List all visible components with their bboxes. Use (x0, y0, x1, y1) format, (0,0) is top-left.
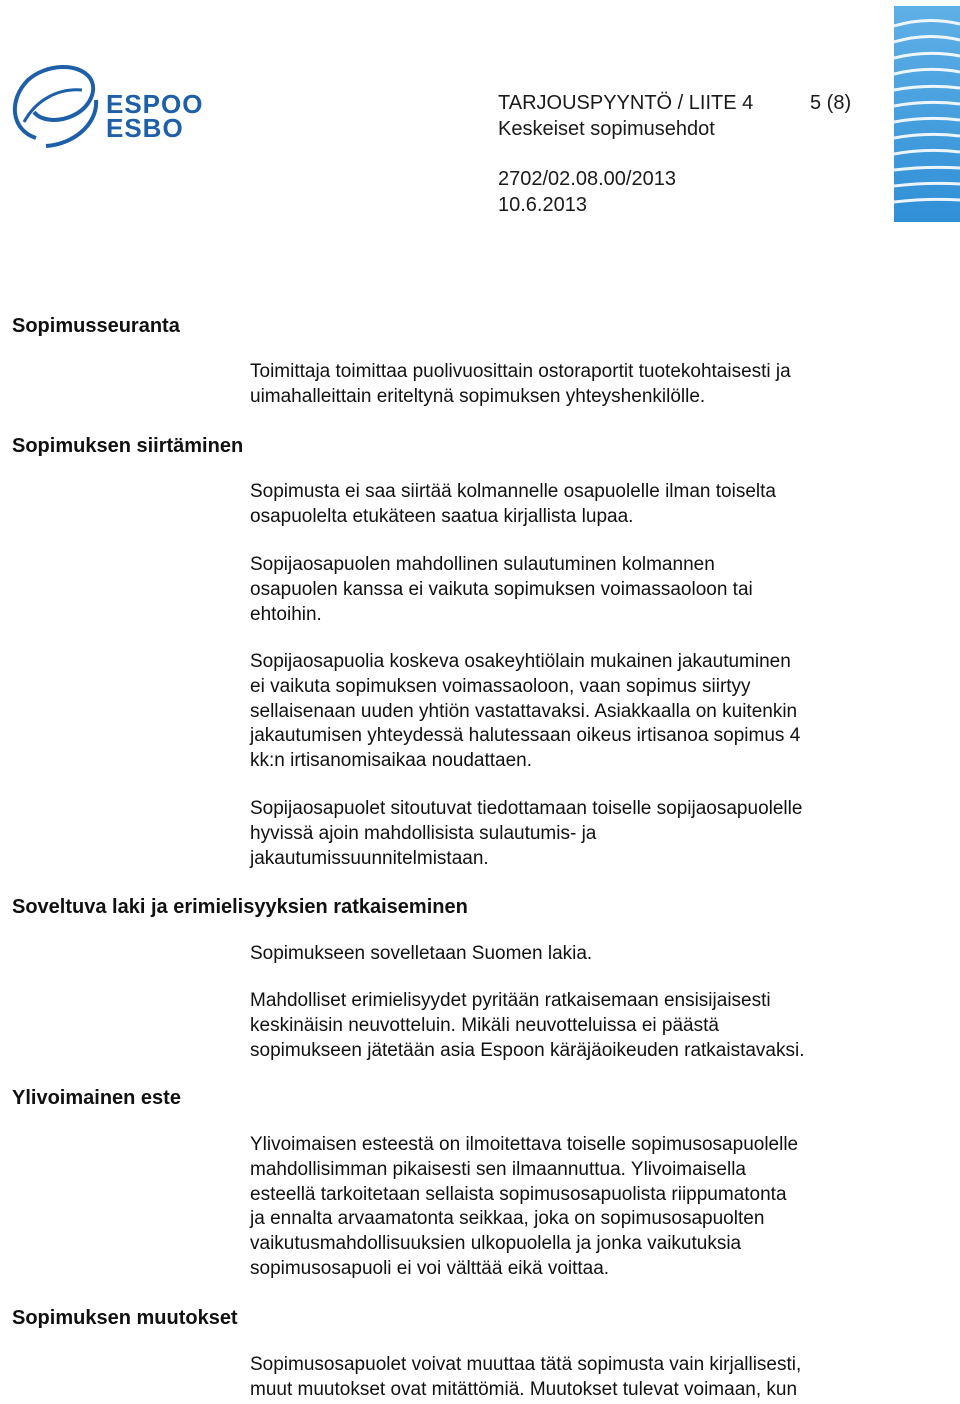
paragraph-sopimusseuranta (250, 360, 920, 410)
document-number: 2702/02.08.00/2013 (498, 168, 676, 190)
paragraph-laki-2 (250, 989, 920, 1063)
logo-name-fi: ESPOO (106, 89, 204, 119)
document-title: TARJOUSPYYNTÖ / LIITE 4 (498, 92, 754, 114)
wave-pattern-icon (894, 6, 960, 222)
text-line: Sopijaosapuolet sitoutuvat tiedottamaan toiselle sopijaosapuolelle (250, 798, 803, 819)
text-line: Sopimusosapuolet voivat muuttaa tätä sopimusta vain kirjallisesti, (250, 1354, 802, 1375)
page-number: 5 (8) (810, 92, 852, 114)
text-line: Toimittaja toimittaa puolivuosittain ostoraportit tuotekohtaisesti ja (250, 361, 791, 382)
heading-sopimusseuranta: Sopimusseuranta (12, 315, 180, 337)
text-line: mahdollisimman pikaisesti sen ilmaannuttua. Ylivoimaisella (250, 1158, 746, 1180)
text-line: hyvissä ajoin mahdollisista sulautumis- ja (250, 822, 597, 844)
text-line: vaikutusmahdollisuuksien ulkopuolella ja jonka vaikutuksia (250, 1233, 742, 1255)
document-subtitle: Keskeiset sopimusehdot (498, 118, 715, 140)
text-line: osapuolen kanssa ei vaikuta sopimuksen voimassaoloon tai (250, 578, 753, 600)
text-line: sopimusosapuoli ei voi välttää eikä voittaa. (250, 1257, 610, 1279)
paragraph-siirtaminen-4 (250, 797, 920, 871)
paragraph-siirtaminen-2 (250, 553, 920, 627)
heading-muutokset: Sopimuksen muutokset (12, 1307, 238, 1329)
paragraph-ylivoimainen (250, 1133, 920, 1282)
text-line: muut muutokset ovat mitättömiä. Muutokset tulevat voimaan, kun (250, 1378, 798, 1400)
text-line: Mahdolliset erimielisyydet pyritään ratkaisemaan ensisijaisesti (250, 990, 771, 1011)
text-line: sellaisenaan uuden yhtiön vastattavaksi. Asiakkaalla on kuitenkin (250, 700, 798, 722)
text-line: Sopijaosapuolia koskeva osakeyhtiölain mukainen jakautuminen (250, 651, 791, 672)
text-line: jakautumisen yhteydessä halutessaan oikeus irtisanoa sopimus 4 (250, 725, 801, 747)
text-line: uimahalleittain eriteltynä sopimuksen yhteyshenkilölle. (250, 385, 706, 407)
logo-name-sv: ESBO (106, 113, 184, 143)
text-line: ja ennalta arvaamatonta seikkaa, joka on sopimusosapuolten (250, 1208, 765, 1230)
text-line: Ylivoimaisen esteestä on ilmoitettava toiselle sopimusosapuolelle (250, 1134, 799, 1155)
text-line: keskinäisin neuvotteluin. Mikäli neuvotteluissa ei päästä (250, 1014, 719, 1036)
decorative-wave-pattern (894, 6, 960, 222)
text-line: sopimukseen jätetään asia Espoon käräjäoikeuden ratkaistavaksi. (250, 1039, 805, 1061)
paragraph-siirtaminen-1 (250, 480, 920, 530)
heading-siirtaminen: Sopimuksen siirtäminen (12, 435, 244, 457)
heading-soveltuva-laki: Soveltuva laki ja erimielisyyksien ratkaiseminen (12, 896, 468, 918)
text-line: Sopijaosapuolen mahdollinen sulautuminen kolmannen (250, 554, 715, 575)
text-line: ehtoihin. (250, 603, 322, 625)
text-line: ei vaikuta sopimuksen voimassaoloon, vaan sopimus siirtyy (250, 675, 751, 697)
text-line: kk:n irtisanomisaikaa noudattaen. (250, 750, 532, 772)
text-line: Sopimukseen sovelletaan Suomen lakia. (250, 943, 593, 964)
text-line: esteellä tarkoitetaan sellaista sopimusosapuolista riippumatonta (250, 1183, 787, 1205)
paragraph-laki-1 (250, 942, 920, 967)
text-line: jakautumissuunnitelmistaan. (250, 847, 489, 869)
text-line: Sopimusta ei saa siirtää kolmannelle osapuolelle ilman toiselta (250, 481, 776, 502)
document-date: 10.6.2013 (498, 194, 587, 216)
paragraph-muutokset (250, 1353, 920, 1403)
text-line: osapuolelta etukäteen saatua kirjallista lupaa. (250, 505, 634, 527)
heading-ylivoimainen-este: Ylivoimainen este (12, 1087, 181, 1109)
logo-wordmark (106, 89, 204, 143)
paragraph-siirtaminen-3 (250, 650, 920, 774)
